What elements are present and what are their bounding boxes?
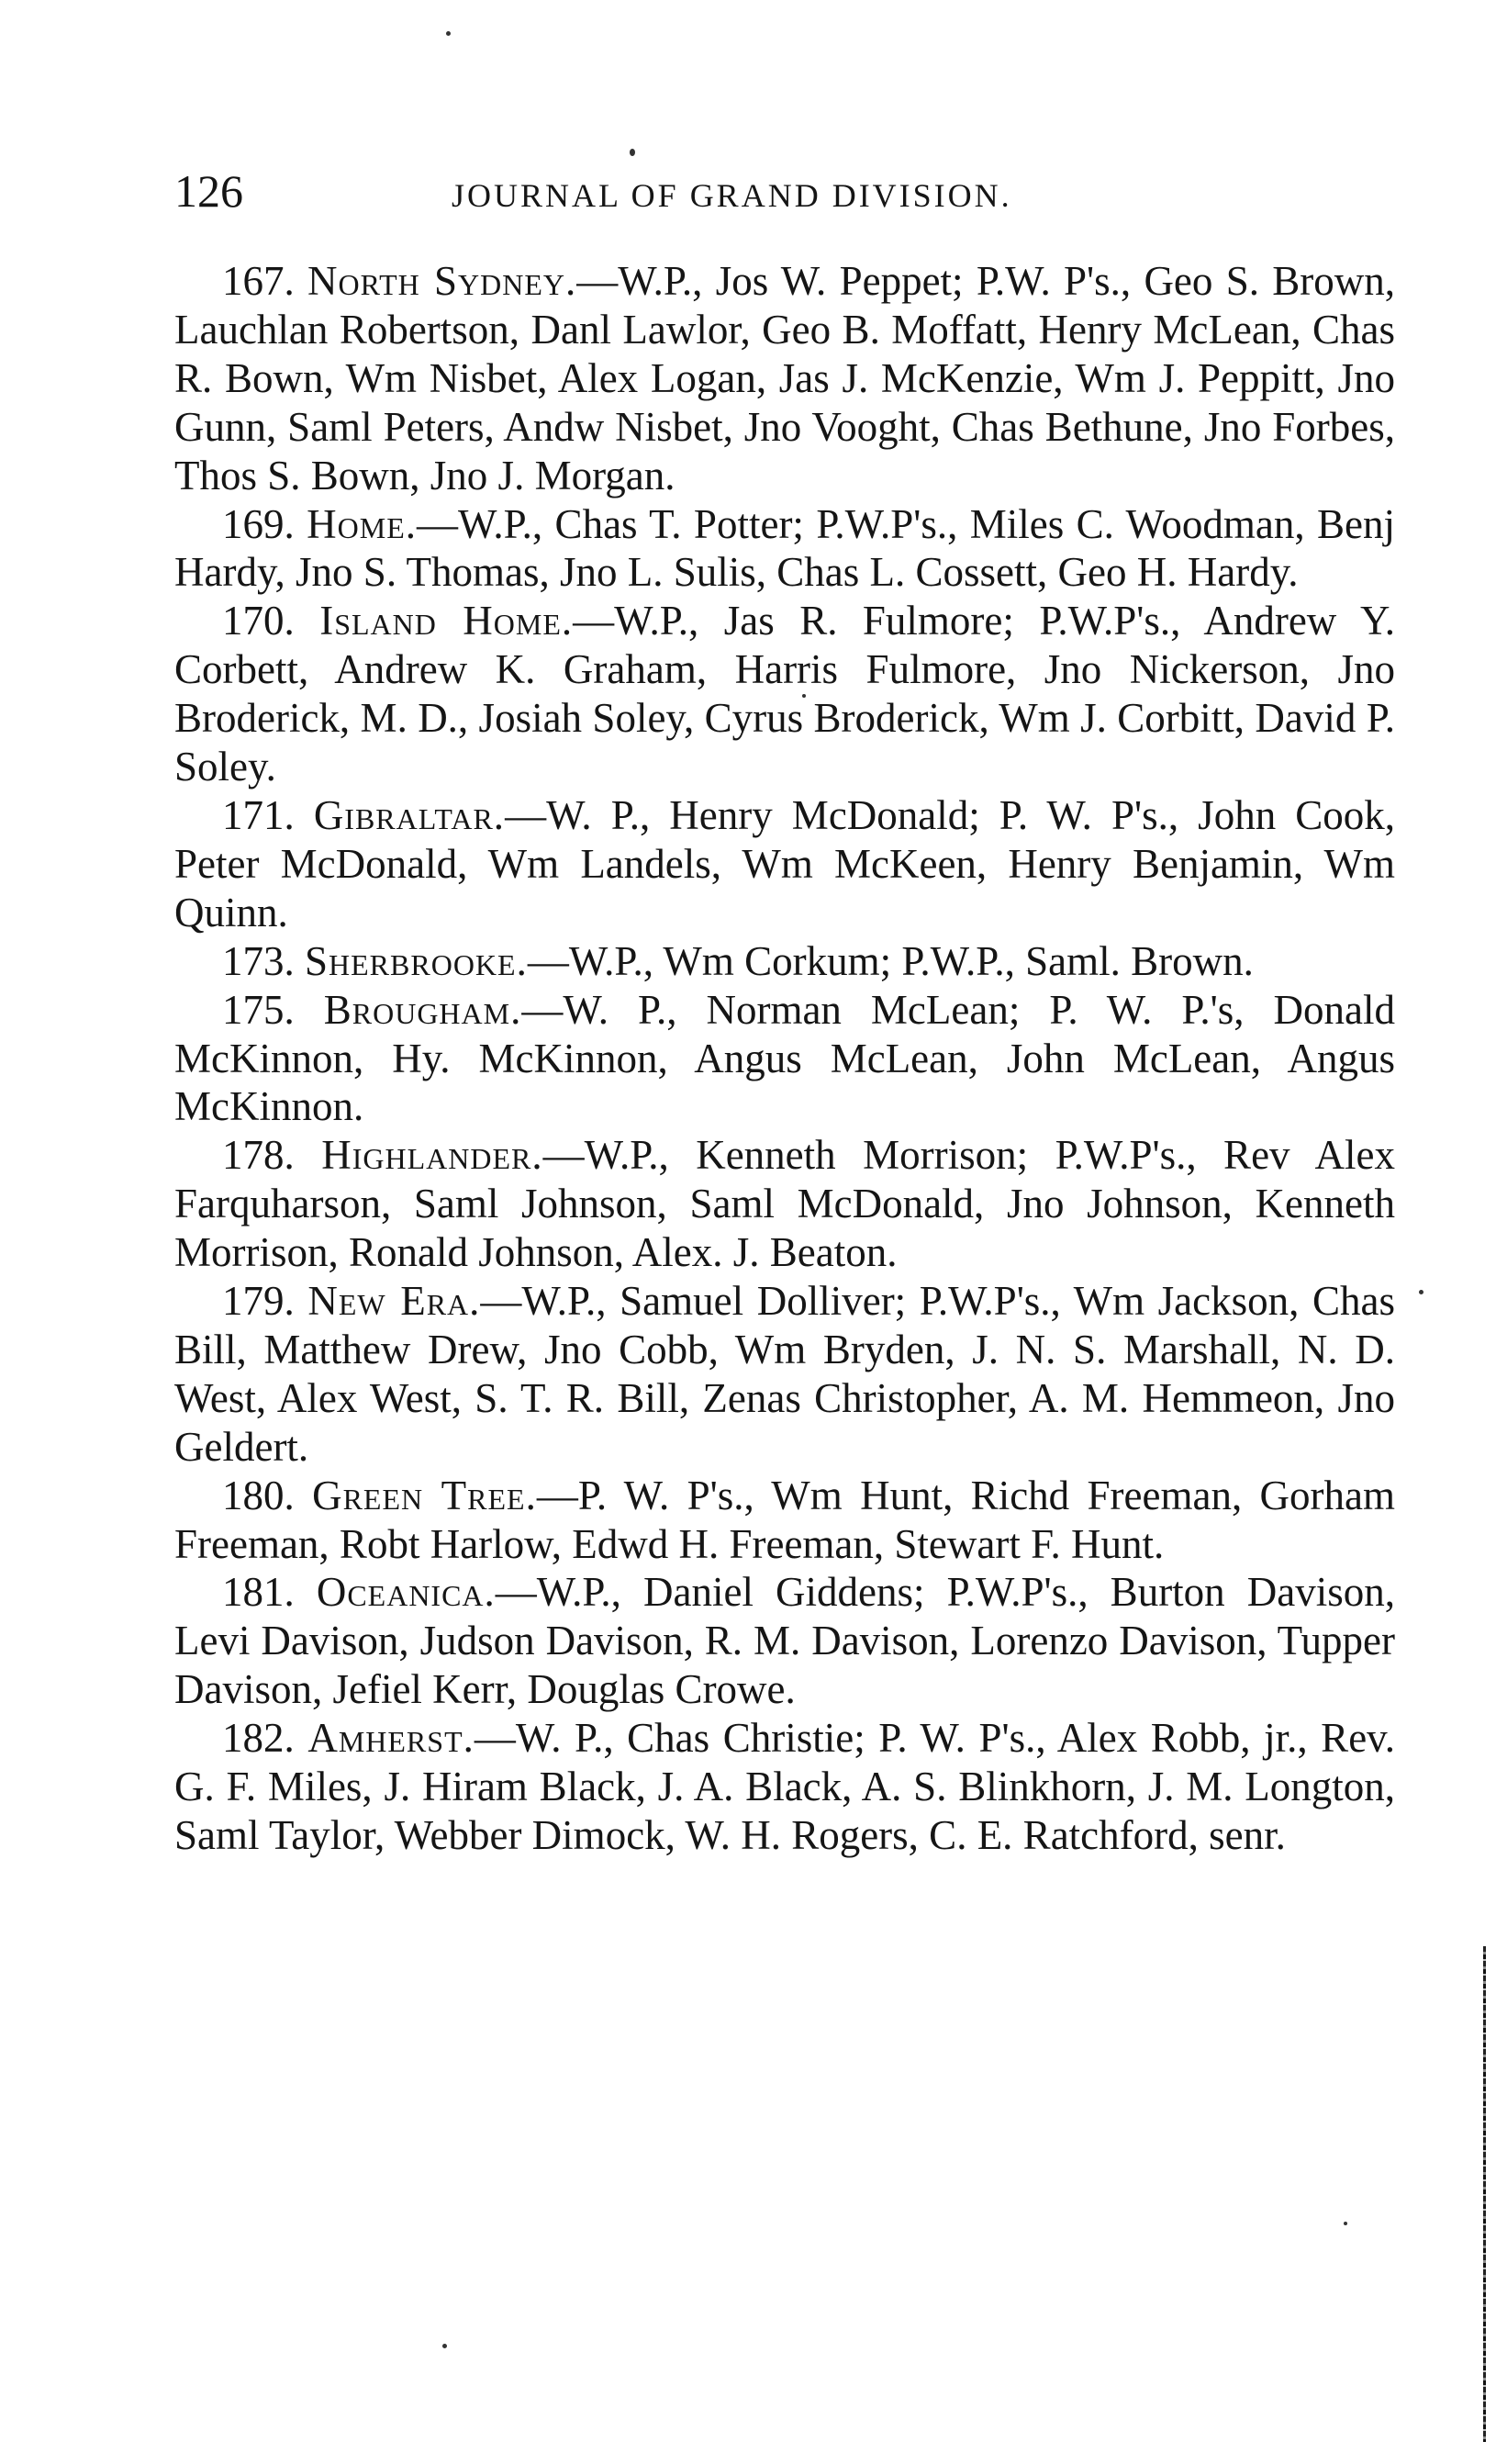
ink-speck (442, 2344, 447, 2348)
entry-number: 179. (222, 1278, 295, 1325)
ink-speck (630, 149, 635, 156)
entry-text: —W.P., Jas R. Fulmore; P.W.P's., Andrew Y. Corbett, Andrew K. Graham, Harris Fulmore, Jno Nickerson, Jno Broderick, M. D., Josiah Soley, Cyrus Broderick, Wm J. Corbitt, David P. Soley. (174, 598, 1396, 790)
entry-number: 180. (222, 1472, 295, 1518)
division-entry (174, 1472, 1395, 1569)
division-entry (174, 1277, 1395, 1472)
page-header (174, 163, 1404, 228)
entry-text: —W. P., Norman McLean; P. W. P.'s, Donald McKinnon, Hy. McKinnon, Angus McLean, John McLean, Angus McKinnon. (174, 986, 1396, 1130)
entry-text: —W.P., Samuel Dolliver; P.W.P's., Wm Jackson, Chas Bill, Matthew Drew, Jno Cobb, Wm Bryden, J. N. S. Marshall, N. D. West, Alex West, S. T. R. Bill, Zenas Christopher, A. M. Hemmeon, Jno Geldert. (174, 1278, 1395, 1470)
division-entry (174, 1714, 1395, 1860)
entry-number: 170. (222, 598, 295, 644)
ink-speck (446, 31, 451, 36)
division-entry (174, 257, 1395, 500)
entry-text: —W.P., Wm Corkum; P.W.P., Saml. Brown. (527, 937, 1254, 984)
division-entry (174, 791, 1395, 937)
division-name: Gibraltar. (313, 791, 506, 838)
entry-text: —W. P., Chas Christie; P. W. P's., Alex Robb, jr., Rev. G. F. Miles, J. Hiram Black, J. A. Black, A. S. Blinkhorn, J. M. Longton, Saml Taylor, Webber Dimock, W. H. Rogers, C. E. Ratchford, senr. (174, 1715, 1396, 1858)
division-entry (174, 986, 1395, 1132)
entry-text: —W.P., Daniel Giddens; P.W.P's., Burton Davison, Levi Davison, Judson Davison, R. M. Davison, Lorenzo Davison, Tupper Davison, Jefiel Kerr, Douglas Crowe. (174, 1569, 1395, 1713)
division-list (174, 257, 1395, 1860)
division-name: Oceanica. (316, 1569, 496, 1616)
division-name: Highlander. (321, 1132, 543, 1179)
entry-text: —W. P., Henry McDonald; P. W. P's., John Cook, Peter McDonald, Wm Landels, Wm McKeen, Henry Benjamin, Wm Quinn. (174, 791, 1396, 935)
entry-number: 167. (222, 258, 295, 304)
entry-text: —W.P., Kenneth Morrison; P.W.P's., Rev Alex Farquharson, Saml Johnson, Saml McDonald, Jno Johnson, Kenneth Morrison, Ronald Johnson, Alex. J. Beaton. (174, 1132, 1395, 1276)
page-number: 126 (174, 165, 243, 217)
division-name: Island Home. (319, 598, 574, 644)
entry-number: 173. (222, 937, 295, 984)
division-name: Green Tree. (312, 1472, 537, 1518)
scan-edge-artifact (1483, 1946, 1486, 2442)
entry-number: 169. (222, 500, 295, 547)
entry-number: 175. (222, 986, 295, 1033)
entry-number: 182. (222, 1715, 295, 1762)
entry-number: 171. (222, 791, 295, 838)
entry-text: —W.P., Chas T. Potter; P.W.P's., Miles C. Woodman, Benj Hardy, Jno S. Thomas, Jno L. Sulis, Chas L. Cossett, Geo H. Hardy. (174, 500, 1396, 596)
ink-speck (1344, 2222, 1347, 2225)
entry-number: 181. (222, 1569, 295, 1616)
division-entry (174, 1568, 1395, 1714)
division-name: Sherbrooke. (305, 937, 528, 984)
division-name: Home. (307, 500, 418, 547)
division-entry (174, 937, 1395, 986)
entry-text: —P. W. P's., Wm Hunt, Richd Freeman, Gorham Freeman, Robt Harlow, Edwd H. Freeman, Stewart F. Hunt. (174, 1472, 1395, 1567)
division-name: Amherst. (307, 1715, 474, 1762)
division-entry (174, 597, 1395, 791)
running-title: JOURNAL OF GRAND DIVISION. (452, 177, 1012, 214)
division-name: New Era. (307, 1278, 481, 1325)
entry-text: —W.P., Jos W. Peppet; P.W. P's., Geo S. Brown, Lauchlan Robertson, Danl Lawlor, Geo B. Moffatt, Henry McLean, Chas R. Bown, Wm Nisbet, Alex Logan, Jas J. McKenzie, Wm J. Peppitt, Jno Gunn, Saml Peters, Andw Nisbet, Jno Vooght, Chas Bethune, Jno Forbes, Thos S. Bown, Jno J. Morgan. (174, 258, 1396, 498)
entry-number: 178. (222, 1132, 295, 1179)
ink-speck (1419, 1290, 1423, 1294)
division-entry (174, 1131, 1395, 1277)
division-entry (174, 500, 1395, 598)
division-name: Brougham. (323, 986, 522, 1033)
division-name: North Sydney. (307, 258, 577, 304)
